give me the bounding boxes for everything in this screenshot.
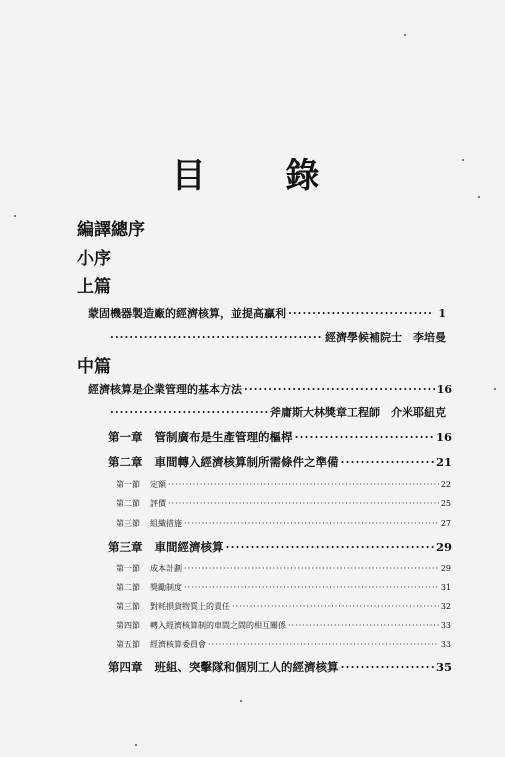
leader-dots [288, 621, 439, 630]
toc-entry-1-author-line [108, 329, 446, 345]
toc-chapter-1 [108, 429, 452, 445]
toc-subsection [116, 601, 451, 612]
leader-dots [110, 406, 268, 419]
subsection-title: 對耗損貨物質上的責任 [150, 602, 230, 611]
chapter-label: 第二章 [108, 455, 143, 469]
leader-dots [232, 602, 439, 611]
toc-entry-1 [88, 305, 446, 321]
subsection-title: 組織措施 [150, 519, 182, 528]
subsection-label: 第五節 [116, 640, 140, 649]
page-number: 16 [435, 430, 452, 444]
leader-dots [208, 640, 439, 649]
scan-speck [462, 159, 464, 161]
page-number: 22 [440, 480, 451, 489]
scan-speck [494, 388, 496, 390]
section-part-upper: 上篇 [77, 277, 111, 297]
leader-dots [244, 383, 435, 396]
leader-dots [184, 519, 439, 528]
chapter-title: 車間轉入經濟核算制所需條件之準備 [154, 455, 339, 469]
toc-chapter-4 [108, 659, 452, 675]
subsection-label: 第二節 [116, 499, 140, 508]
page-number: 25 [440, 499, 451, 508]
leader-dots [168, 499, 439, 508]
page-number: 27 [440, 519, 451, 528]
leader-dots [184, 564, 439, 573]
scan-speck [240, 700, 242, 702]
subsection-title: 轉入經濟核算制的車間之間的相互關係 [150, 621, 286, 630]
toc-chapter-3 [108, 539, 452, 555]
scan-speck [14, 215, 16, 217]
toc-subsection [116, 639, 451, 650]
subsection-label: 第三節 [116, 519, 140, 528]
toc-entry-2-author-line [108, 404, 446, 420]
subsection-title: 定額 [150, 480, 166, 489]
leader-dots [288, 307, 434, 320]
leader-dots [226, 540, 434, 554]
chapter-label: 第三章 [108, 540, 143, 554]
page-number: 33 [440, 621, 451, 630]
section-general-preface: 編譯總序 [77, 220, 145, 240]
chapter-label: 第一章 [108, 430, 143, 444]
page-title: 目 錄 [171, 156, 354, 196]
page-number: 35 [435, 660, 452, 674]
entry-title: 經濟核算是企業管理的基本方法 [88, 383, 242, 396]
toc-subsection [116, 518, 451, 529]
chapter-label: 第四章 [108, 660, 143, 674]
page-number: 1 [438, 307, 446, 320]
chapter-title: 班組、突擊隊和個別工人的經濟核算 [154, 660, 339, 674]
subsection-title: 評價 [150, 499, 166, 508]
subsection-title: 成本計劃 [150, 564, 182, 573]
page-number: 29 [435, 540, 452, 554]
toc-subsection [116, 479, 451, 490]
entry-title: 蒙固機器製造廠的經濟核算，並提高贏利 [88, 307, 286, 320]
chapter-title: 車間經濟核算 [154, 540, 224, 554]
subsection-label: 第一節 [116, 564, 140, 573]
toc-subsection [116, 563, 451, 574]
subsection-title: 獎勵制度 [150, 583, 182, 592]
leader-dots [341, 455, 434, 469]
subsection-label: 第三節 [116, 602, 140, 611]
section-part-middle: 中篇 [77, 357, 111, 377]
toc-chapter-2 [108, 454, 452, 470]
scan-speck [478, 196, 480, 198]
subsection-title: 經濟核算委員會 [150, 640, 206, 649]
page-number: 29 [440, 564, 451, 573]
chapter-title: 管制廣布是生產管理的樞桿 [154, 430, 293, 444]
page-number: 16 [436, 383, 452, 396]
toc-subsection [116, 582, 451, 593]
entry-author: 經濟學候補院士 李培曼 [325, 331, 446, 344]
toc-subsection [116, 620, 451, 631]
subsection-label: 第四節 [116, 621, 140, 630]
leader-dots [110, 331, 323, 344]
leader-dots [184, 583, 439, 592]
entry-author: 斧庸斯大林獎章工程師 介米耶紐克 [270, 406, 446, 419]
page-number: 21 [435, 455, 452, 469]
leader-dots [341, 660, 434, 674]
section-small-preface: 小序 [77, 249, 111, 269]
scan-speck [135, 744, 137, 746]
scan-speck [404, 34, 406, 36]
leader-dots [295, 430, 434, 444]
subsection-label: 第二節 [116, 583, 140, 592]
toc-subsection [116, 498, 451, 509]
page-number: 32 [440, 602, 451, 611]
leader-dots [168, 480, 439, 489]
page-number: 33 [440, 640, 451, 649]
subsection-label: 第一節 [116, 480, 140, 489]
toc-entry-2 [88, 381, 452, 397]
page-number: 31 [440, 583, 451, 592]
